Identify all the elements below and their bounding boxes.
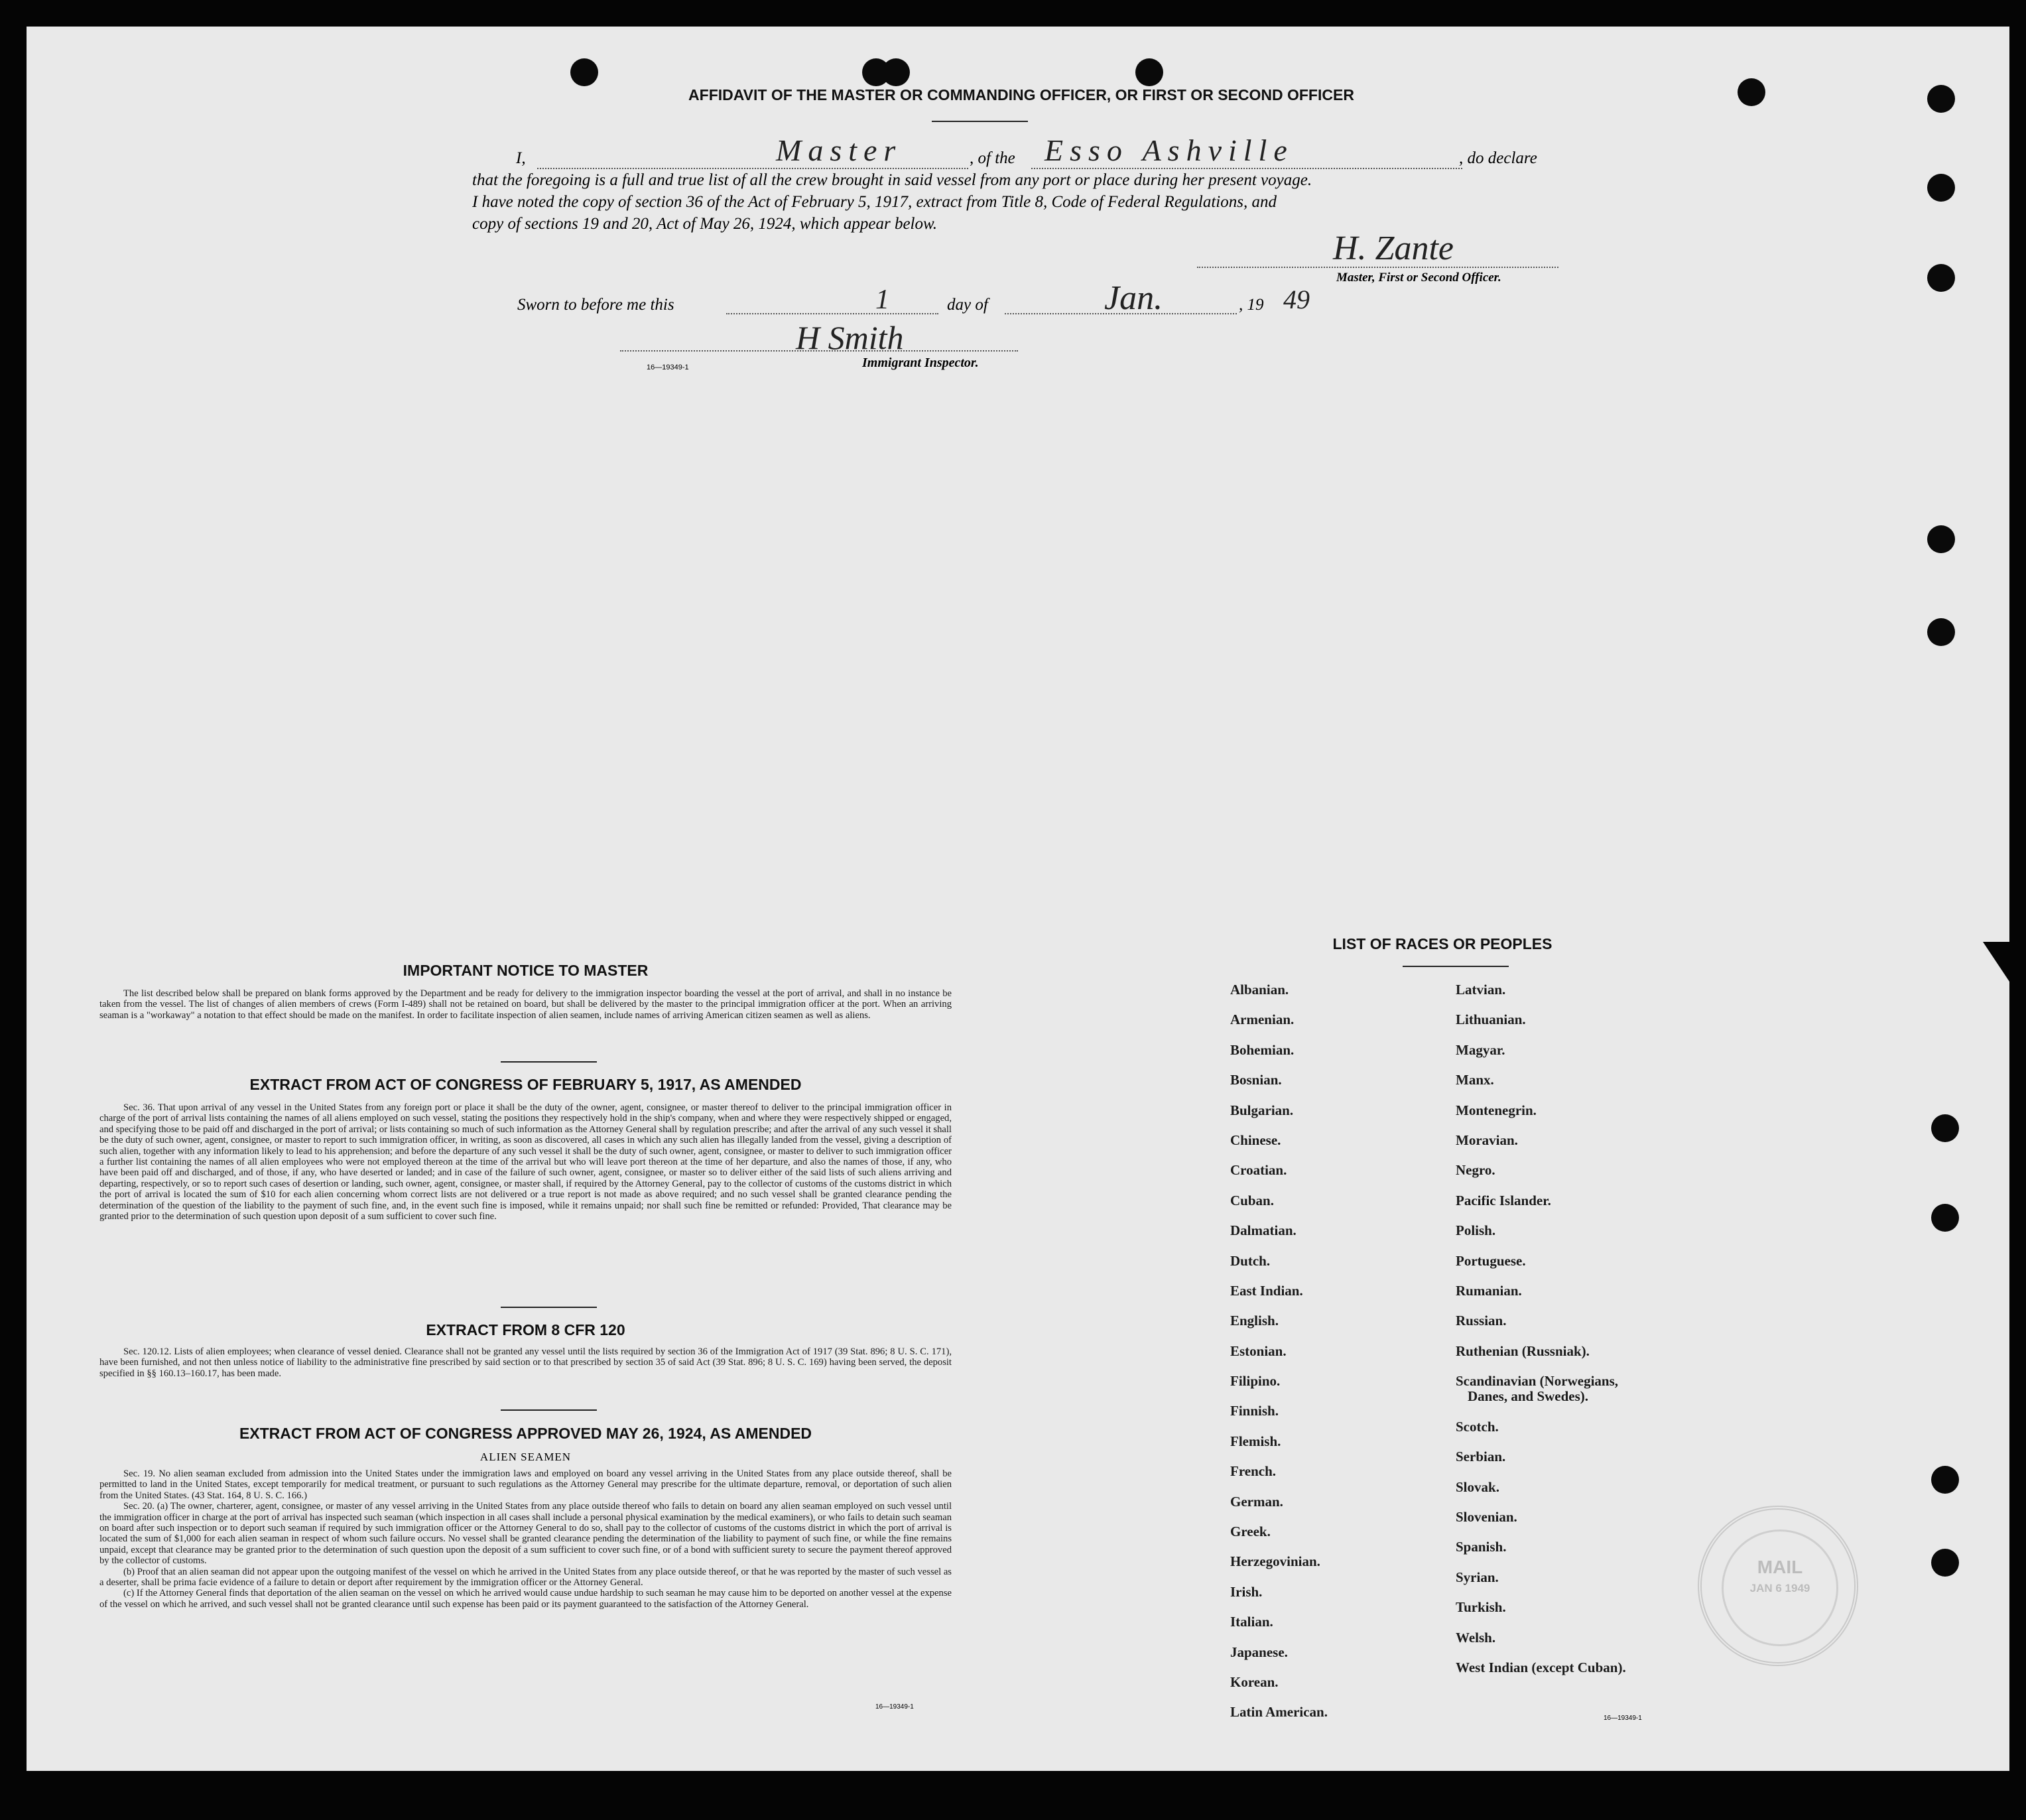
race-entry: Bohemian. bbox=[1230, 1041, 1295, 1058]
race-entry: East Indian. bbox=[1230, 1282, 1303, 1299]
races-form-number: 16—19349-1 bbox=[1604, 1715, 1642, 1722]
race-entry: Portuguese. bbox=[1456, 1252, 1526, 1269]
affidavit-form-number: 16—19349-1 bbox=[647, 363, 689, 371]
race-entry: Polish. bbox=[1456, 1222, 1496, 1239]
day-of-label: day of bbox=[947, 296, 988, 314]
race-entry: Slovak. bbox=[1456, 1478, 1499, 1495]
race-entry: Filipino. bbox=[1230, 1373, 1281, 1390]
race-entry: Syrian. bbox=[1456, 1569, 1499, 1585]
punch-hole bbox=[1927, 264, 1955, 292]
race-entry: Welsh. bbox=[1456, 1629, 1496, 1646]
punch-hole bbox=[1927, 525, 1955, 553]
sworn-month-handwritten: Jan. bbox=[1104, 279, 1163, 317]
races-column-1 bbox=[1230, 982, 1328, 1734]
extract-form-number: 16—19349-1 bbox=[875, 1703, 914, 1711]
race-entry: Rumanian. bbox=[1456, 1282, 1522, 1299]
notice-text bbox=[99, 988, 952, 1021]
race-entry: Greek. bbox=[1230, 1524, 1271, 1540]
mail-stamp bbox=[1698, 1506, 1858, 1666]
section-36-paragraph: Sec. 36. That upon arrival of any vessel in the United States from any foreign port or place it shall be the duty of the owner, agent, consignee, or master thereof to deliver to the principal immigration officer in charge of the port of arrival lists containing the names of all aliens employed on such vessel, stating the positions they respectively hold in the ship's company, when and where they were respectively shipped or engaged, and specifying those to be paid off and discharged in the port of arrival; or lists containing so much of such information as the Attorney General shall by regulation prescribe; and after the arrival of any such vessel it shall be the duty of such owner, agent, consignee, or master to report to such immigration officer, in writing, as soon as discovered, all cases in which any such alien has illegally landed from the vessel, giving a description of such alien, together with any information likely to lead to his apprehension; and before the departure of any such vessel it shall be the duty of such owner, agent, consignee, or master to deliver to such immigration officer a further list containing the names of all alien employees who were not employed thereon at the time of the arrival but who will leave port thereon at the time of her departure, and also the names of those, if any, who have been paid off and discharged, and of those, if any, who have deserted or landed; and in case of the failure of such owner, agent, consignee, or master so to deliver either of the said lists of such aliens arriving and departing, respectively, or so to report such cases of desertion or landing, such owner, agent, consignee, or master shall, if required by the Attorney General, pay to the collector of customs of the customs district in which the port of arrival is located the sum of $10 for each alien concerning whom correct lists are not delivered or a true report is not made as above required; and no such vessel shall be granted clearance pending the determination of the question of the liability to the payment of such fine, and, in the event such fine is imposed, while it remains unpaid; nor shall such fine be remitted or refunded: Provided, That clearance may be granted prior to the determination of such question upon deposit of a sum sufficient to cover such fine. bbox=[99, 1102, 952, 1222]
race-entry: Estonian. bbox=[1230, 1342, 1287, 1359]
section-120-12-paragraph: Sec. 120.12. Lists of alien employees; when clearance of vessel denied. Clearance shall not be granted any vessel until the lists required by section 36 of the Immigration Act of 1917 (39 Stat. 896; 8 U. S. C. 171), have been furnished, and not then unless notice of liability to the administrative fine prescribed by said section or to that prescribed by section 35 of said Act (39 Stat. 896; 8 U. S. C. 169) having been served, the deposit specified in §§ 160.13–160.17, has been made. bbox=[99, 1346, 952, 1379]
race-entry: Dalmatian. bbox=[1230, 1222, 1297, 1239]
race-entry: Latin American. bbox=[1230, 1704, 1328, 1721]
sworn-label: Sworn to before me this bbox=[517, 296, 674, 314]
vessel-handwritten: Esso Ashville bbox=[1045, 133, 1294, 167]
master-caption: Master, First or Second Officer. bbox=[1336, 271, 1501, 285]
race-entry: Turkish. bbox=[1456, 1599, 1506, 1616]
races-title-rule bbox=[1403, 966, 1509, 967]
race-entry: Finnish. bbox=[1230, 1403, 1279, 1419]
race-entry: Korean. bbox=[1230, 1673, 1279, 1690]
races-column-2 bbox=[1456, 982, 1626, 1689]
race-entry: Slovenian. bbox=[1456, 1509, 1517, 1526]
punch-hole bbox=[1135, 58, 1163, 86]
punch-hole bbox=[1927, 174, 1955, 202]
extract-cfr-title: EXTRACT FROM 8 CFR 120 bbox=[426, 1321, 625, 1338]
extract-1917-text bbox=[99, 1102, 952, 1222]
notice-rule bbox=[501, 1061, 597, 1063]
affidavit-title: AFFIDAVIT OF THE MASTER OR COMMANDING OFFICER, OR FIRST OR SECOND OFFICER bbox=[688, 86, 1354, 103]
inspector-signature: H Smith bbox=[796, 319, 904, 356]
extract-cfr-rule bbox=[501, 1409, 597, 1411]
year-handwritten: 49 bbox=[1283, 285, 1310, 314]
sworn-day-line bbox=[726, 313, 938, 314]
extract-1924-text bbox=[99, 1468, 952, 1610]
mail-stamp-date: JAN 6 1949 bbox=[1749, 1582, 1810, 1594]
inspector-signature-line bbox=[620, 350, 1018, 352]
extract-1924-title: EXTRACT FROM ACT OF CONGRESS APPROVED MAY 26, 1924, AS AMENDED bbox=[239, 1425, 812, 1442]
race-entry: Bosnian. bbox=[1230, 1072, 1282, 1088]
section-20c-paragraph: (c) If the Attorney General finds that deportation of the alien seaman on the vessel on which he arrived would cause undue hardship to such seaman he may cause him to be deported on another vessel at the expense of the vessel on which he arrived, and such vessel shall not be granted clearance until such expense has been paid or its payment guaranteed to the satisfaction of the Attorney General. bbox=[99, 1588, 952, 1610]
year-prefix: , 19 bbox=[1239, 296, 1264, 314]
race-entry-continuation: Danes, and Swedes). bbox=[1468, 1388, 1589, 1405]
sworn-day-handwritten: 1 bbox=[875, 285, 889, 315]
race-entry: Montenegrin. bbox=[1456, 1102, 1537, 1118]
race-entry: Serbian. bbox=[1456, 1449, 1506, 1465]
race-entry: Scotch. bbox=[1456, 1418, 1499, 1435]
race-entry: Spanish. bbox=[1456, 1539, 1507, 1555]
rank-line bbox=[537, 168, 968, 169]
section-20b-paragraph: (b) Proof that an alien seaman did not appear upon the outgoing manifest of the vessel on which he arrived in the United States from any place outside thereof, or that he was reported by the master of such vessel as a deserter, shall be prima facie evidence of a failure to detain or deport after requirement by the immigration officer or the Attorney General. bbox=[99, 1566, 952, 1589]
punch-hole bbox=[882, 58, 910, 86]
race-entry: Ruthenian (Russniak). bbox=[1456, 1342, 1590, 1359]
race-entry: Moravian. bbox=[1456, 1132, 1518, 1148]
vessel-line bbox=[1031, 168, 1462, 169]
alien-seamen-subtitle: ALIEN SEAMEN bbox=[479, 1451, 572, 1463]
race-entry: Bulgarian. bbox=[1230, 1102, 1294, 1118]
race-entry: Latvian. bbox=[1456, 982, 1506, 998]
race-entry: Cuban. bbox=[1230, 1192, 1274, 1208]
inspector-caption: Immigrant Inspector. bbox=[862, 356, 979, 370]
race-entry: Pacific Islander. bbox=[1456, 1192, 1551, 1208]
races-title: LIST OF RACES OR PEOPLES bbox=[1332, 935, 1552, 952]
race-entry: Italian. bbox=[1230, 1614, 1273, 1630]
affidavit-line-2: that the foregoing is a full and true list of all the crew brought in said vessel from any port or place during her present voyage. bbox=[472, 171, 1312, 189]
race-entry: Chinese. bbox=[1230, 1132, 1281, 1148]
mail-stamp-text: MAIL bbox=[1757, 1557, 1803, 1577]
race-entry: Manx. bbox=[1456, 1072, 1494, 1088]
race-entry: Lithuanian. bbox=[1456, 1011, 1526, 1028]
punch-hole bbox=[1738, 78, 1765, 106]
master-signature-line bbox=[1197, 267, 1558, 268]
punch-hole bbox=[1931, 1466, 1959, 1494]
punch-hole bbox=[1931, 1204, 1959, 1232]
race-entry: Flemish. bbox=[1230, 1433, 1281, 1449]
section-19-paragraph: Sec. 19. No alien seaman excluded from admission into the United States under the immigration laws and employed on board any vessel arriving in the United States from any place outside thereof, shall be permitted to land in the United States, except temporarily for medical treatment, or pursuant to such regulations as the Attorney General may prescribe for the ultimate departure, removal, or deportation of such alien from the United States. (43 Stat. 164, 8 U. S. C. 166.) bbox=[99, 1468, 952, 1501]
race-entry: French. bbox=[1230, 1463, 1277, 1480]
punch-hole bbox=[1927, 85, 1955, 113]
notice-paragraph: The list described below shall be prepared on blank forms approved by the Department and be ready for delivery to the immigration inspector boarding the vessel at the port of arrival, and shall in no instance be taken from the vessel. The list of changes of alien members of crews (Form I-489) shall not be retained on board, but shall be delivered by the master to the principal immigration officer at the port. When an arriving seaman is a "workaway" a notation to that effect should be made on the manifest. In order to facilitate inspection of alien seamen, include names of arriving American citizen seamen as well as aliens. bbox=[99, 988, 952, 1021]
race-entry: Irish. bbox=[1230, 1583, 1263, 1600]
i-label: I, bbox=[516, 149, 526, 167]
race-entry: Scandinavian (Norwegians, bbox=[1456, 1373, 1619, 1390]
race-entry: Russian. bbox=[1456, 1313, 1507, 1329]
race-entry: Herzegovinian. bbox=[1230, 1553, 1320, 1570]
race-entry: English. bbox=[1230, 1313, 1279, 1329]
extract-1917-title: EXTRACT FROM ACT OF CONGRESS OF FEBRUARY 5, 1917, AS AMENDED bbox=[249, 1076, 802, 1093]
race-entry: Armenian. bbox=[1230, 1011, 1295, 1028]
race-entry: Japanese. bbox=[1230, 1644, 1288, 1660]
extract-1917-rule bbox=[501, 1307, 597, 1308]
affidavit-line-4: copy of sections 19 and 20, Act of May 26, 1924, which appear below. bbox=[472, 215, 938, 233]
punch-hole bbox=[570, 58, 598, 86]
rank-handwritten: Master bbox=[776, 133, 903, 167]
section-20a-paragraph: Sec. 20. (a) The owner, charterer, agent, consignee, or master of any vessel arriving in the United States from any place outside thereof who fails to detain on board any alien seaman employed on such vessel until the immigration officer in charge at the port of arrival has inspected such seaman (which inspection in all cases shall include a personal physical examination by the medical examiners), or who fails to detain such seaman on board after such inspection or to deport such seaman if required by such immigration officer or the Attorney General to do so, shall pay to the collector of customs of the customs district in which the port of arrival is located the sum of $1,000 for each alien seaman in respect of whom such failure occurs. No vessel shall be granted clearance pending the determination of the liability to payment of such fine, or while the fine remains unpaid, except that clearance may be granted prior to the determination of such question upon the deposit of a sum sufficient to cover such fine, or of a bond with sufficient surety to secure the payment thereof approved by the collector of customs. bbox=[99, 1501, 952, 1567]
title-underline bbox=[932, 121, 1028, 122]
page-corner-notch bbox=[1983, 942, 2009, 1021]
do-declare-label: , do declare bbox=[1459, 149, 1537, 167]
race-entry: Magyar. bbox=[1456, 1041, 1505, 1058]
race-entry: Albanian. bbox=[1230, 982, 1289, 998]
affidavit-line-3: I have noted the copy of section 36 of the Act of February 5, 1917, extract from Title 8, Code of Federal Regulations, and bbox=[472, 193, 1277, 211]
extract-cfr-text bbox=[99, 1346, 952, 1379]
of-the-label: , of the bbox=[970, 149, 1015, 167]
race-entry: German. bbox=[1230, 1493, 1283, 1510]
race-entry: West Indian (except Cuban). bbox=[1456, 1659, 1626, 1675]
notice-title: IMPORTANT NOTICE TO MASTER bbox=[403, 962, 649, 979]
race-entry: Negro. bbox=[1456, 1162, 1495, 1179]
punch-hole bbox=[1931, 1549, 1959, 1577]
punch-hole bbox=[1927, 618, 1955, 646]
mail-stamp-inner bbox=[1722, 1529, 1838, 1646]
master-signature: H. Zante bbox=[1333, 229, 1454, 267]
punch-hole bbox=[1931, 1114, 1959, 1142]
race-entry: Dutch. bbox=[1230, 1252, 1271, 1269]
race-entry: Croatian. bbox=[1230, 1162, 1287, 1179]
